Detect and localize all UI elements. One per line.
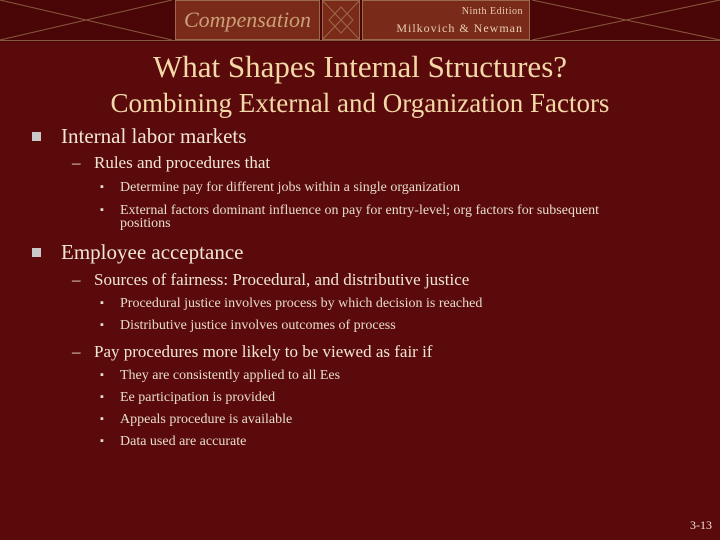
banner-decoration-tile — [322, 0, 360, 40]
square-bullet-icon — [32, 248, 41, 257]
bullet-text: Internal labor markets — [61, 124, 247, 148]
small-square-bullet-icon: ▪ — [100, 297, 104, 309]
page-number: 3-13 — [690, 518, 712, 532]
book-title: Compensation — [175, 0, 320, 40]
edition-authors-tile — [362, 0, 530, 40]
authors-label: Milkovich & Newman — [396, 21, 523, 35]
banner-diamond-ornament-left — [0, 0, 172, 40]
item-text: External factors dominant influence on pay for entry-level; org factors for subsequent positions — [120, 203, 600, 231]
dash-bullet-icon: – — [72, 153, 81, 172]
item-text: Determine pay for different jobs within a single organization — [120, 180, 461, 195]
item-text: Distributive justice involves outcomes of process — [120, 318, 396, 333]
item-text: Data used are accurate — [120, 434, 247, 449]
item-text: Ee participation is provided — [120, 390, 276, 405]
item-text: They are consistently applied to all Ees — [120, 368, 341, 383]
sub-bullet-text: Sources of fairness: Procedural, and distributive justice — [94, 270, 470, 289]
small-square-bullet-icon: ▪ — [100, 369, 104, 381]
dash-bullet-icon: – — [72, 270, 81, 289]
small-square-bullet-icon: ▪ — [100, 391, 104, 403]
diamond-pattern-icon — [323, 1, 359, 39]
header-banner — [0, 0, 720, 42]
item-text: Appeals procedure is available — [120, 412, 293, 427]
small-square-bullet-icon: ▪ — [100, 413, 104, 425]
item-text: Procedural justice involves process by which decision is reached — [120, 296, 483, 311]
slide-title: What Shapes Internal Structures? — [152, 49, 568, 84]
banner-diamond-ornament-right — [532, 0, 720, 40]
small-square-bullet-icon: ▪ — [100, 435, 104, 447]
sub-bullet-text: Rules and procedures that — [94, 153, 271, 172]
sub-bullet-text: Pay procedures more likely to be viewed as fair if — [94, 342, 433, 361]
slide-subtitle: Combining External and Organization Factors — [110, 88, 610, 118]
small-square-bullet-icon: ▪ — [100, 319, 104, 331]
bullet-text: Employee acceptance — [61, 240, 244, 264]
square-bullet-icon — [32, 132, 41, 141]
edition-label: Ninth Edition — [461, 6, 523, 17]
dash-bullet-icon: – — [72, 342, 81, 361]
small-square-bullet-icon: ▪ — [100, 204, 104, 216]
banner-divider — [0, 40, 720, 41]
small-square-bullet-icon: ▪ — [100, 181, 104, 193]
